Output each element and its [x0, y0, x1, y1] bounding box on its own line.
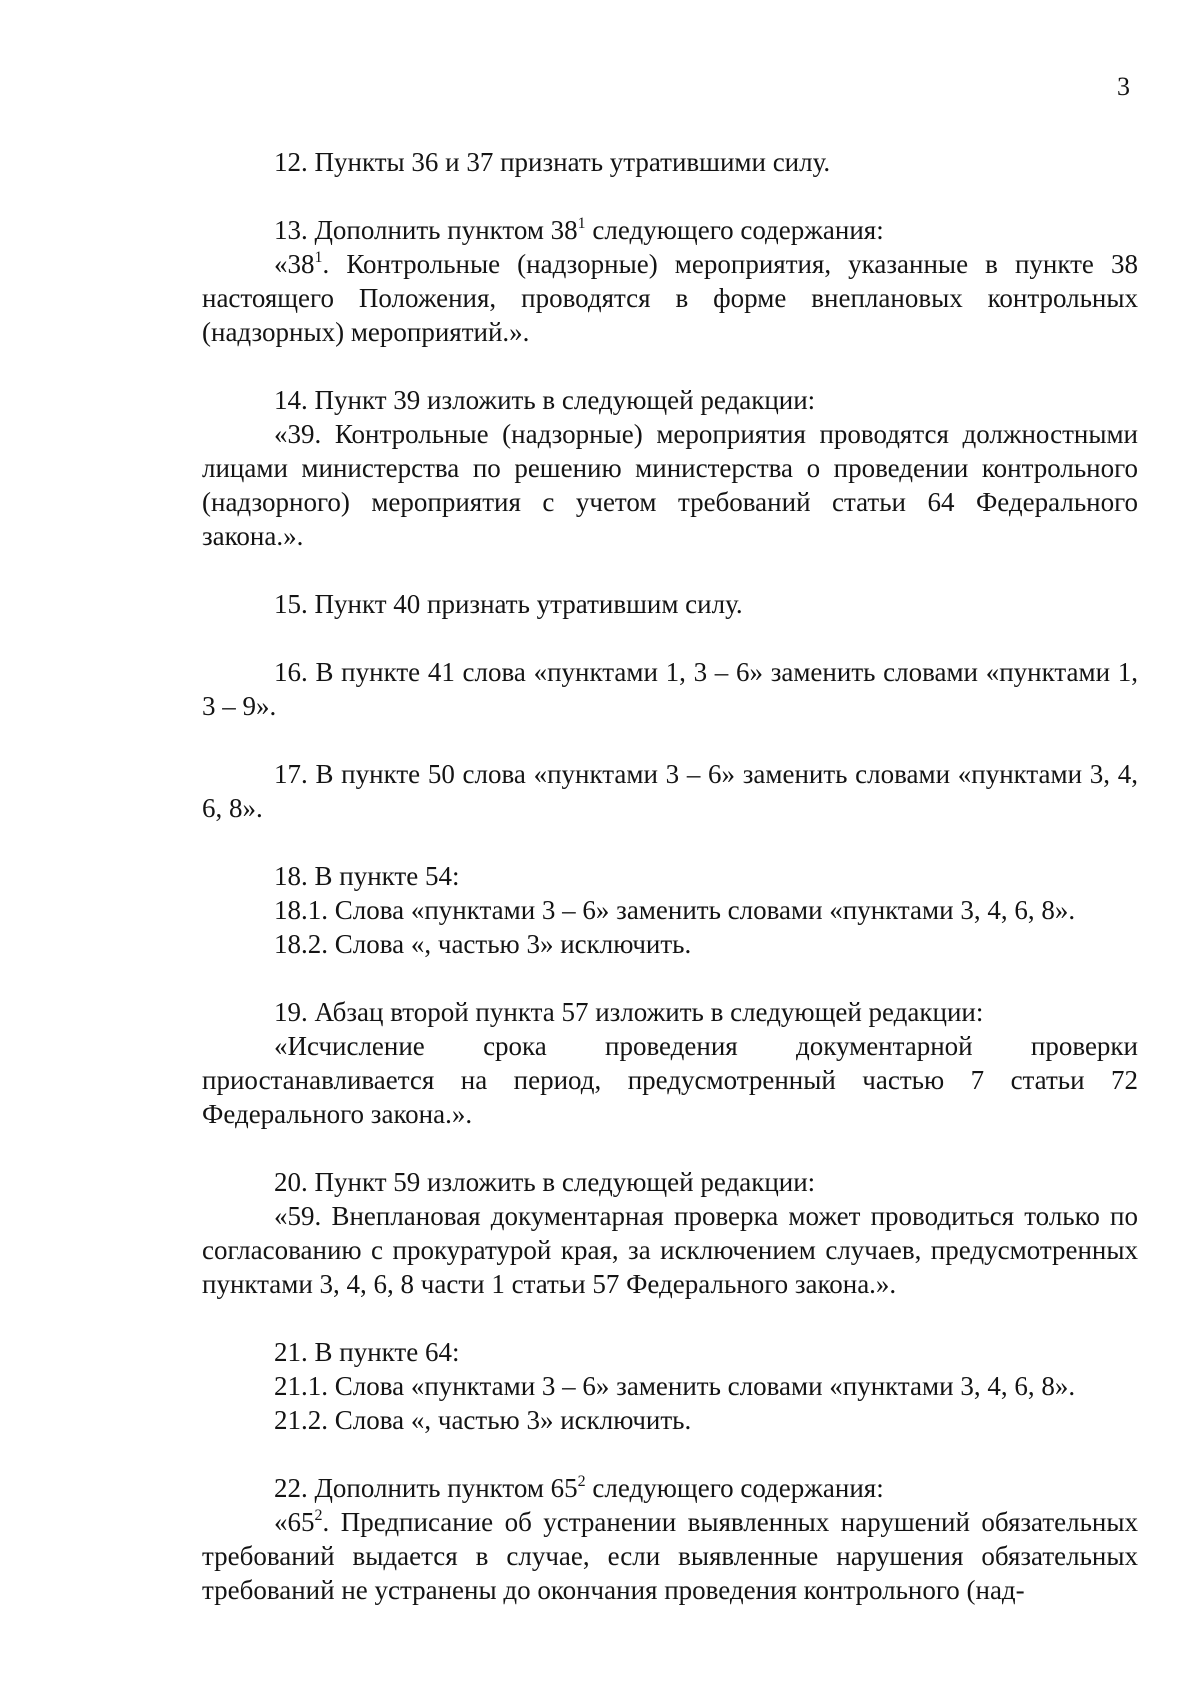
amendment-item — [202, 655, 1138, 723]
amendment-item — [202, 213, 1138, 349]
amendment-text: «$38^1$. Контрольные (надзорные) мероприятия, указанные в пункте 38 настоящего Положения, проводятся в форме внеплановых контрольных (надзорных) мероприятий.». — [202, 249, 1138, 347]
amendment-heading: 21. В пункте 64: — [274, 1337, 460, 1367]
amendment-heading: 15. Пункт 40 признать утратившим силу. — [274, 589, 743, 619]
amendment-item — [202, 1471, 1138, 1607]
amendment-item — [202, 145, 1138, 179]
amendment-item — [202, 859, 1138, 961]
amendment-text: «39. Контрольные (надзорные) мероприятия проводятся должностными лицами министерства по решению министерства о проведении контрольного (надзорного) мероприятия с учетом требований статьи 64 Федерального закона.». — [202, 419, 1138, 551]
amendment-text: «$65^2$. Предписание об устранении выявленных нарушений обязательных требований выдается в случае, если выявленные нарушения обязательных требований не устранены до окончания проведения контрольного (над- — [202, 1507, 1138, 1605]
amendment-text: 18.1. Слова «пунктами 3 – 6» заменить словами «пунктами 3, 4, 6, 8». — [274, 895, 1076, 925]
amendment-heading: 20. Пункт 59 изложить в следующей редакции: — [274, 1167, 816, 1197]
amendment-text: «Исчисление срока проведения документарной проверки приостанавливается на период, предусмотренный частью 7 статьи 72 Федерального закона.». — [202, 1031, 1138, 1129]
amendment-heading: 17. В пункте 50 слова «пунктами 3 – 6» заменить словами «пунктами 3, 4, 6, 8». — [202, 759, 1138, 823]
amendment-text: 18.2. Слова «, частью 3» исключить. — [274, 929, 692, 959]
amendment-heading: 18. В пункте 54: — [274, 861, 460, 891]
amendment-item — [202, 995, 1138, 1131]
amendment-heading: 19. Абзац второй пункта 57 изложить в следующей редакции: — [274, 997, 984, 1027]
amendment-text: «59. Внеплановая документарная проверка может проводиться только по согласованию с прокуратурой края, за исключением случаев, предусмотренных пунктами 3, 4, 6, 8 части 1 статьи 57 Федерального закона.». — [202, 1201, 1138, 1299]
document-body — [202, 145, 1138, 1641]
amendment-item — [202, 1165, 1138, 1301]
amendment-item — [202, 1335, 1138, 1437]
amendment-item — [202, 757, 1138, 825]
amendment-heading: 16. В пункте 41 слова «пунктами 1, 3 – 6» заменить словами «пунктами 1, 3 – 9». — [202, 657, 1138, 721]
amendment-text: 21.1. Слова «пунктами 3 – 6» заменить словами «пунктами 3, 4, 6, 8». — [274, 1371, 1076, 1401]
amendment-heading: 22. Дополнить пунктом $65^2$ следующего содержания: — [274, 1473, 884, 1503]
page-number: 3 — [1117, 72, 1130, 101]
amendment-heading: 12. Пункты 36 и 37 признать утратившими силу. — [274, 147, 831, 177]
amendment-item — [202, 587, 1138, 621]
amendment-item — [202, 383, 1138, 553]
amendment-heading: 13. Дополнить пунктом $38^1$ следующего содержания: — [274, 215, 884, 245]
amendment-text: 21.2. Слова «, частью 3» исключить. — [274, 1405, 692, 1435]
amendment-heading: 14. Пункт 39 изложить в следующей редакции: — [274, 385, 816, 415]
